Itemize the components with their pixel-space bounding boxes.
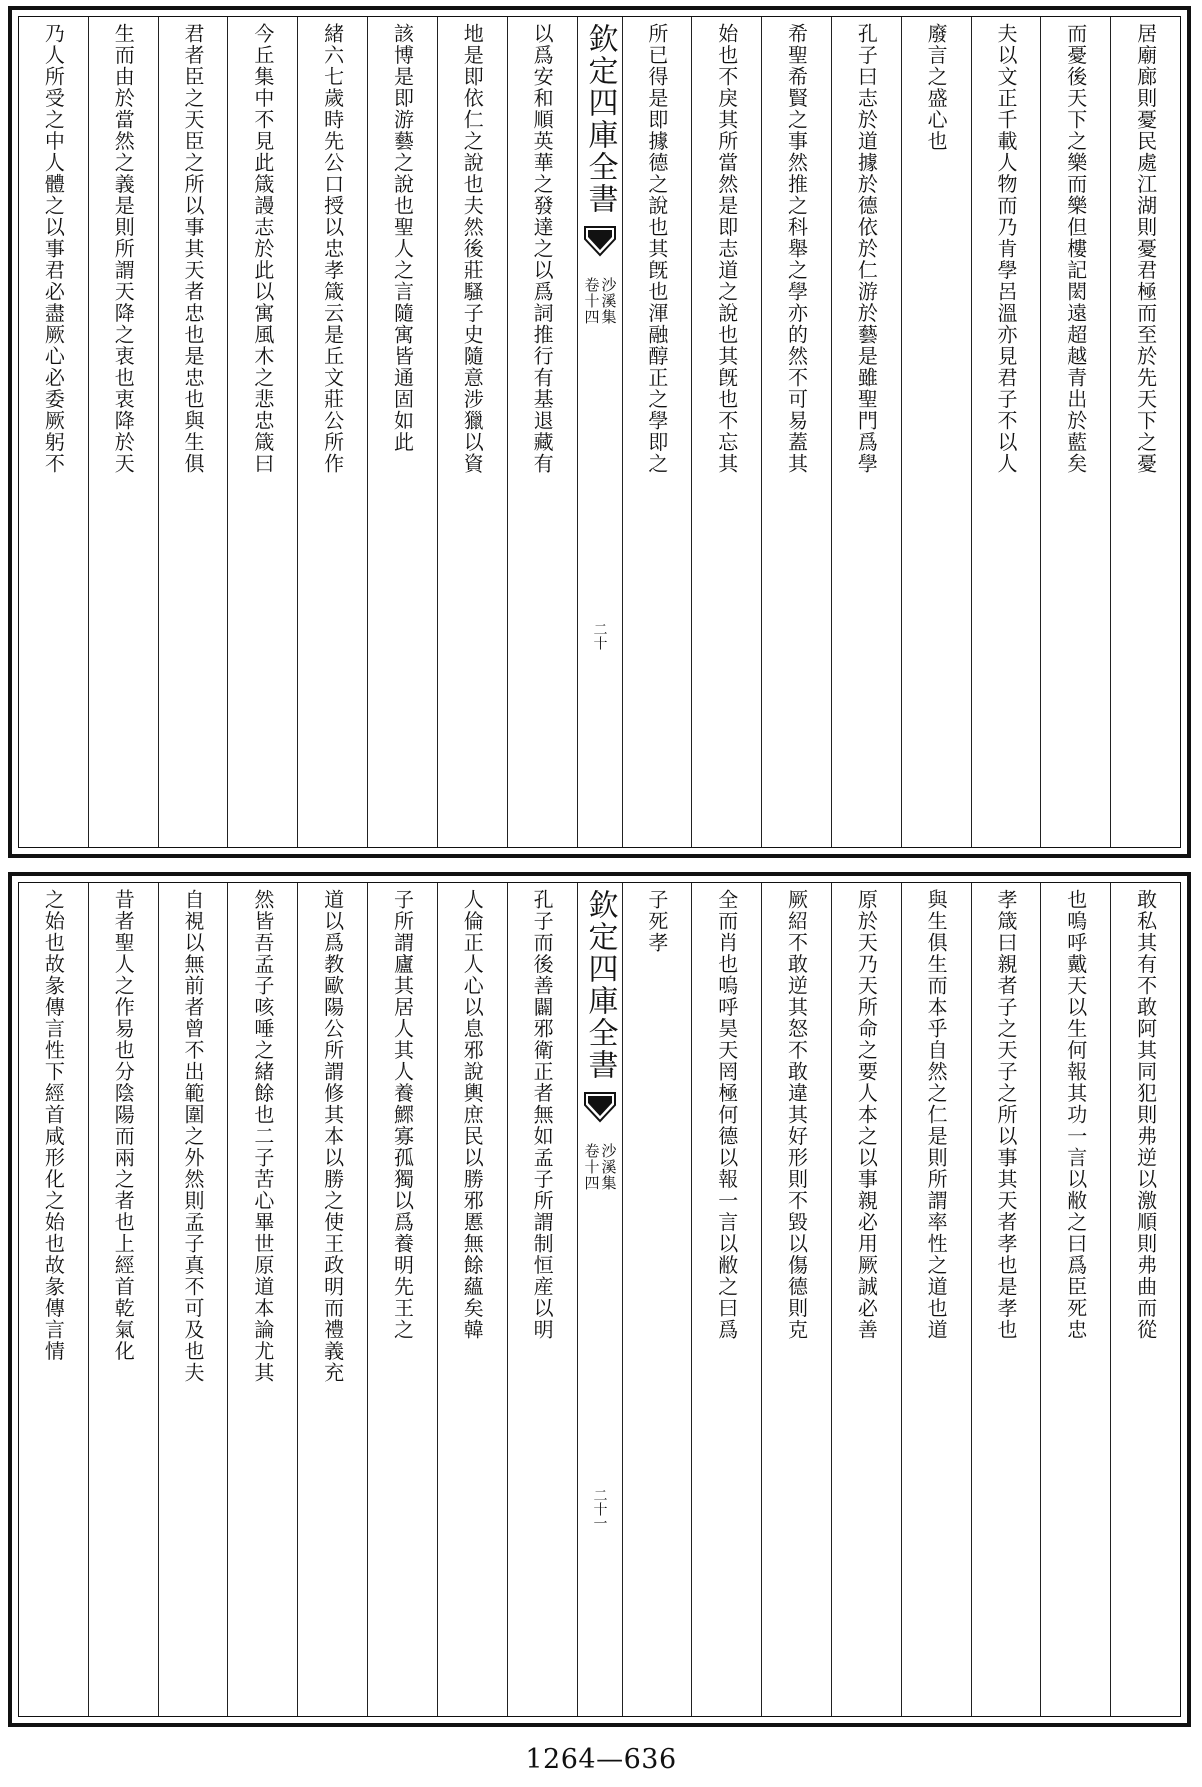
text-column: 緒六七歲時先公口授以忠孝箴云是丘文莊公所作 — [297, 17, 367, 847]
text-column: 道以爲教歐陽公所謂修其本以勝之使王政明而禮義充 — [297, 883, 367, 1716]
text-column: 君者臣之天臣之所以事其天者忠也是忠也與生俱 — [158, 17, 228, 847]
lower-page-frame — [18, 882, 1181, 1717]
text-column: 今丘集中不見此箴謾志於此以寓風木之悲忠箴曰 — [227, 17, 297, 847]
fish-tail-icon — [583, 1091, 617, 1129]
text-column: 之始也故彖傳言性下經首咸形化之始也故彖傳言情 — [41, 889, 66, 1362]
text-column: 子所謂廬其居人其人養鰥寡孤獨以爲養明先王之 — [367, 883, 437, 1716]
text-column: 該博是即游藝之說也聖人之言隨寓皆通固如此 — [367, 17, 437, 847]
text-column: 厥紹不敢逆其怒不敢違其好形則不毀以傷德則克 — [761, 883, 831, 1716]
fish-tail-icon — [583, 225, 617, 263]
series-title: 欽定四庫全書 — [582, 889, 618, 1081]
folio-number: 二十一 — [591, 1488, 608, 1530]
text-column: 居廟廊則憂民處江湖則憂君極而至於先天下之憂 — [1110, 17, 1180, 847]
upper-page-frame — [18, 16, 1181, 848]
text-column: 地是即依仁之說也夫然後莊騷子史隨意涉獵以資 — [437, 17, 507, 847]
center-fold — [577, 17, 622, 847]
text-column: 希聖希賢之事然推之科舉之學亦的然不可易蓋其 — [761, 17, 831, 847]
text-column: 生而由於當然之義是則所謂天降之衷也衷降於天 — [88, 17, 158, 847]
book-name: 沙溪集 — [599, 1143, 618, 1191]
text-column: 乃人所受之中人體之以事君必盡厥心必委厥躬不 — [41, 23, 66, 475]
series-title: 欽定四庫全書 — [582, 23, 618, 215]
text-column: 與生俱生而本乎自然之仁是則所謂率性之道也道 — [901, 883, 971, 1716]
book-meta — [584, 277, 616, 325]
text-column: 昔者聖人之作易也分陰陽而兩之者也上經首乾氣化 — [88, 883, 158, 1716]
text-column: 子死孝 — [622, 883, 692, 1716]
folio-number: 二十 — [591, 622, 608, 650]
text-column: 然皆吾孟子咳唾之緒餘也二子苦心畢世原道本論尤其 — [227, 883, 297, 1716]
text-column: 夫以文正千載人物而乃肯學呂溫亦見君子不以人 — [971, 17, 1041, 847]
text-column: 而憂後天下之樂而樂但樓記閎遠超越青出於藍矣 — [1040, 17, 1110, 847]
text-column: 自視以無前者曾不出範圍之外然則孟子真不可及也夫 — [158, 883, 228, 1716]
text-column: 始也不戾其所當然是即志道之說也其旣也不忘其 — [691, 17, 761, 847]
volume-number: 卷十四 — [582, 1143, 601, 1191]
text-column: 人倫正人心以息邪說輿庶民以勝邪慝無餘蘊矣韓 — [437, 883, 507, 1716]
lower-page — [8, 872, 1191, 1727]
center-fold — [577, 883, 622, 1716]
text-column: 孔子而後善闢邪衛正者無如孟子所謂制恒産以明 — [507, 883, 577, 1716]
text-column: 敢私其有不敢阿其同犯則弗逆以激順則弗曲而從 — [1110, 883, 1180, 1716]
text-column: 孝箴曰親者子之天子之所以事其天者孝也是孝也 — [971, 883, 1041, 1716]
text-column: 孔子曰志於道據於德依於仁游於藝是雖聖門爲學 — [831, 17, 901, 847]
text-column: 所已得是即據德之說也其旣也渾融醇正之學即之 — [622, 17, 692, 847]
text-column: 全而肖也嗚呼昊天罔極何德以報一言以敝之曰爲 — [691, 883, 761, 1716]
text-column: 原於天乃天所命之要人本之以事親必用厥誠必善 — [831, 883, 901, 1716]
page-caption: 1264—636 — [525, 1744, 677, 1775]
book-meta — [584, 1143, 616, 1191]
text-column: 以爲安和順英華之發達之以爲詞推行有基退藏有 — [507, 17, 577, 847]
book-name: 沙溪集 — [599, 277, 618, 325]
text-column: 廢言之盛心也 — [901, 17, 971, 847]
text-column: 也嗚呼戴天以生何報其功一言以敝之曰爲臣死忠 — [1040, 883, 1110, 1716]
upper-page — [8, 6, 1191, 858]
volume-number: 卷十四 — [582, 277, 601, 325]
